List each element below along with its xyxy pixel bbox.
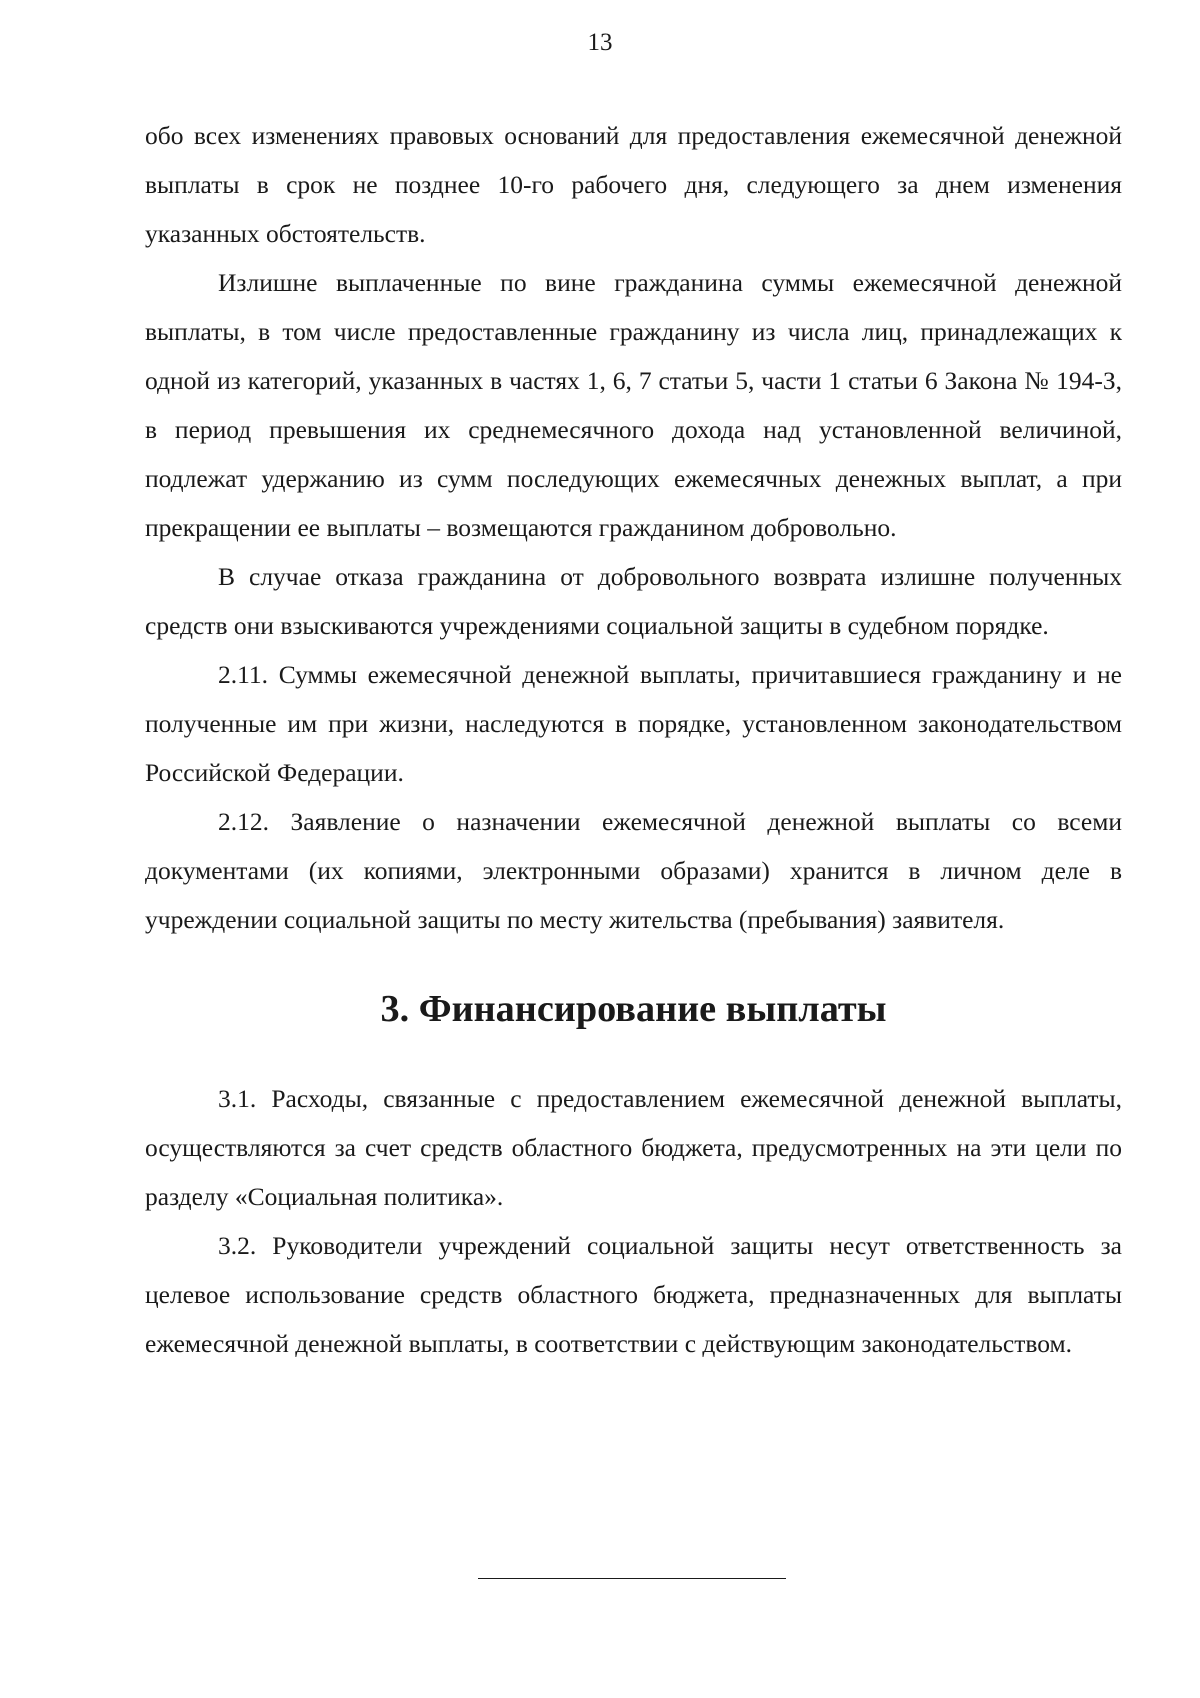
paragraph-2-12: 2.12. Заявление о назначении ежемесячной денежной выплаты со всеми документами (их копиями, электронными образами) хранится в личном деле в учреждении социальной защиты по месту жительства (пребывания) заявителя. — [145, 807, 1122, 934]
paragraph-3-1: 3.1. Расходы, связанные с предоставлением ежемесячной денежной выплаты, осуществляются за счет средств областного бюджета, предусмотренных на эти цели по разделу «Социальная политика». — [145, 1084, 1122, 1211]
section-heading: 3. Финансирование выплаты — [380, 988, 887, 1030]
paragraph-continuation: обо всех изменениях правовых оснований для предоставления ежемесячной денежной выплаты в срок не позднее 10-го рабочего дня, следующего за днем изменения указанных обстоятельств. — [145, 121, 1122, 248]
paragraph-overpayment: Излишне выплаченные по вине гражданина суммы ежемесячной денежной выплаты, в том числе предоставленные гражданину из числа лиц, принадлежащих к одной из категорий, указанных в частях 1, 6, 7 статьи 5, части 1 статьи 6 Закона № 194-З, в период превышения их среднемесячного дохода над установленной величиной, подлежат удержанию из сумм последующих ежемесячных денежных выплат, а при прекращении ее выплаты – возмещаются гражданином добровольно. — [145, 268, 1122, 542]
paragraph-refusal-refund: В случае отказа гражданина от добровольного возврата излишне полученных средств они взыскиваются учреждениями социальной защиты в судебном порядке. — [145, 562, 1122, 640]
paragraph-2-11: 2.11. Суммы ежемесячной денежной выплаты, причитавшиеся гражданину и не полученные им при жизни, наследуются в порядке, установленном законодательством Российской Федерации. — [145, 660, 1122, 787]
page-number: 13 — [587, 29, 613, 56]
document-body — [145, 111, 1122, 1368]
paragraph-3-2: 3.2. Руководители учреждений социальной защиты несут ответственность за целевое использование средств областного бюджета, предназначенных для выплаты ежемесячной денежной выплаты, в соответствии с действующим законодательством. — [145, 1231, 1122, 1358]
end-of-document-line — [478, 1578, 786, 1579]
